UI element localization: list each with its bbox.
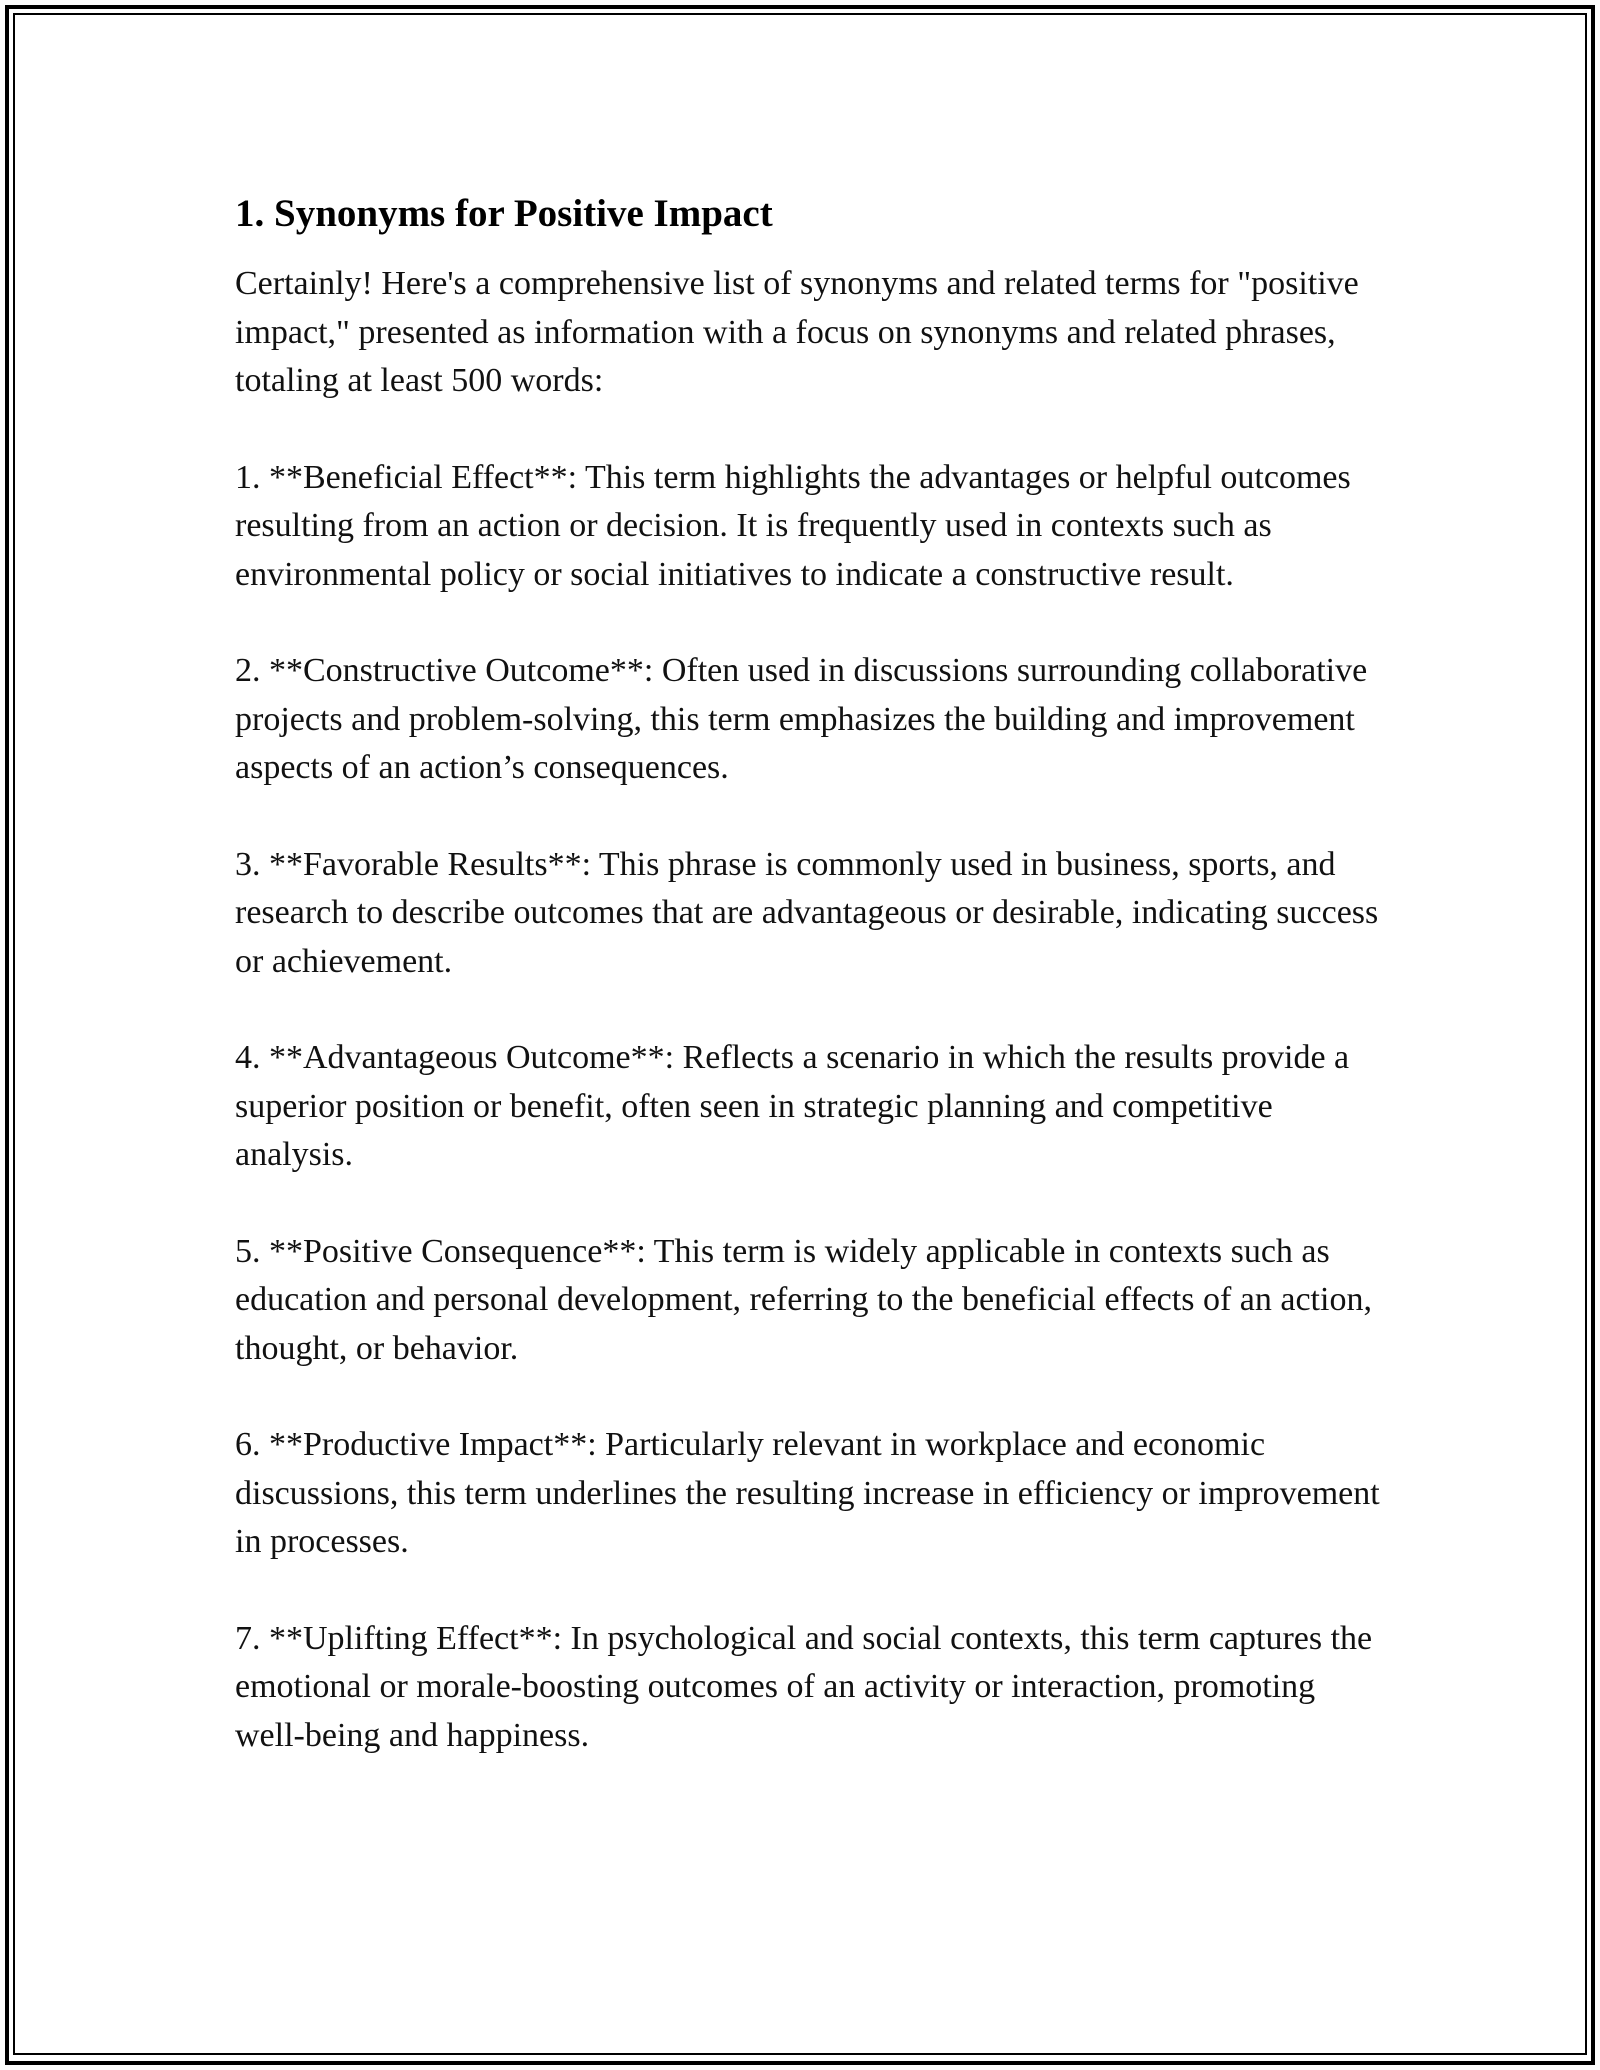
- list-item-constructive-outcome: 2. **Constructive Outcome**: Often used in discussions surrounding collaborative projects and problem-solving, this term emphasizes the building and improvement aspects of an action’s consequences.: [235, 652, 1368, 786]
- list-item-favorable-results: 3. **Favorable Results**: This phrase is commonly used in business, sports, and research to describe outcomes that are advantageous or desirable, indicating success or achievement.: [235, 845, 1379, 980]
- intro-paragraph: Certainly! Here's a comprehensive list of synonyms and related terms for "positive impact," presented as information with a focus on synonyms and related phrases, totaling at least 500 words:: [235, 265, 1359, 399]
- document-body: [235, 188, 1385, 1808]
- list-item-beneficial-effect: 1. **Beneficial Effect**: This term highlights the advantages or helpful outcomes resulting from an action or decision. It is frequently used in contexts such as environmental policy or social initiatives to indicate a constructive result.: [235, 458, 1351, 593]
- list-item-advantageous-outcome: 4. **Advantageous Outcome**: Reflects a scenario in which the results provide a superior position or benefit, often seen in strategic planning and competitive analysis.: [235, 1039, 1350, 1173]
- list-item-uplifting-effect: 7. **Uplifting Effect**: In psychological and social contexts, this term captures the emotional or morale-boosting outcomes of an activity or interaction, promoting well-being and happiness.: [235, 1619, 1373, 1754]
- document-title: 1. Synonyms for Positive Impact: [235, 192, 773, 235]
- list-item-productive-impact: 6. **Productive Impact**: Particularly relevant in workplace and economic discussions, this term underlines the resulting increase in efficiency or improvement in processes.: [235, 1426, 1380, 1560]
- list-item-positive-consequence: 5. **Positive Consequence**: This term is widely applicable in contexts such as education and personal development, referring to the beneficial effects of an action, thought, or behavior.: [235, 1232, 1372, 1367]
